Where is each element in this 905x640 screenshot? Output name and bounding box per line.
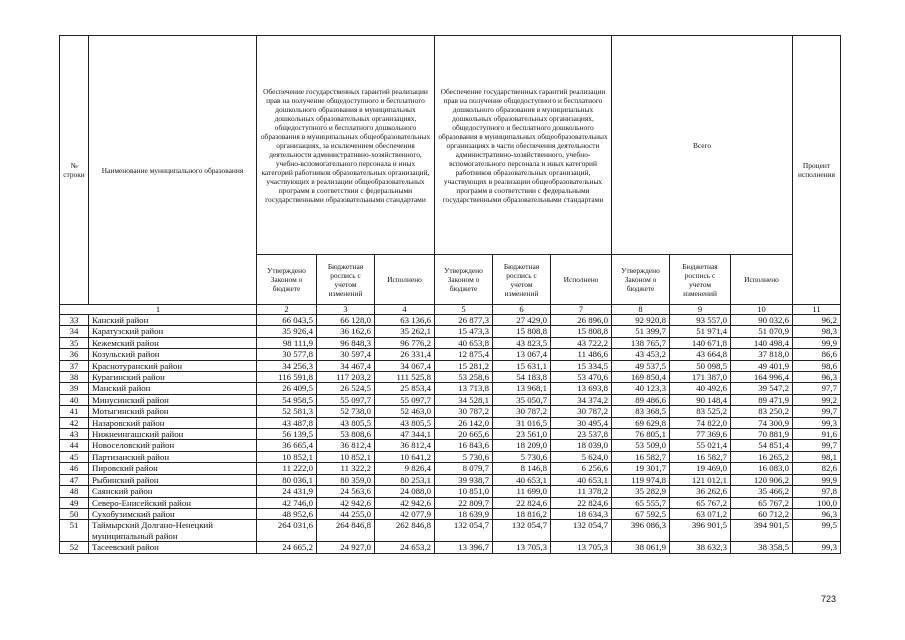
value-cell: 54 958,5 bbox=[257, 394, 317, 405]
table-row bbox=[60, 372, 841, 383]
value-cell: 5 624,0 bbox=[551, 451, 612, 462]
municipality-name: Пировский район bbox=[89, 463, 257, 474]
value-cell: 111 525,8 bbox=[375, 372, 435, 383]
value-cell: 80 359,0 bbox=[317, 474, 375, 485]
value-cell: 63 071,2 bbox=[670, 508, 731, 519]
value-cell: 132 054,7 bbox=[551, 520, 612, 542]
value-cell: 36 812,4 bbox=[375, 440, 435, 451]
row-number: 49 bbox=[60, 497, 89, 508]
row-number: 34 bbox=[60, 326, 89, 337]
value-cell: 36 262,6 bbox=[670, 486, 731, 497]
table-row bbox=[60, 360, 841, 371]
percent-cell: 96,2 bbox=[793, 315, 841, 326]
value-cell: 51 070,9 bbox=[731, 326, 793, 337]
value-cell: 19 469,0 bbox=[670, 463, 731, 474]
value-cell: 65 767,2 bbox=[731, 497, 793, 508]
value-cell: 26 331,4 bbox=[375, 349, 435, 360]
value-cell: 34 528,1 bbox=[435, 394, 493, 405]
value-cell: 11 486,6 bbox=[551, 349, 612, 360]
municipality-name: Новоселовский район bbox=[89, 440, 257, 451]
value-cell: 56 139,5 bbox=[257, 429, 317, 440]
value-cell: 40 123,3 bbox=[612, 383, 670, 394]
row-number: 51 bbox=[60, 520, 89, 542]
percent-cell: 99,7 bbox=[793, 440, 841, 451]
value-cell: 24 665,2 bbox=[257, 542, 317, 553]
row-number: 41 bbox=[60, 406, 89, 417]
percent-cell: 99,3 bbox=[793, 417, 841, 428]
value-cell: 34 256,3 bbox=[257, 360, 317, 371]
row-number: 44 bbox=[60, 440, 89, 451]
value-cell: 262 846,8 bbox=[375, 520, 435, 542]
percent-cell: 99,3 bbox=[793, 542, 841, 553]
value-cell: 132 054,7 bbox=[435, 520, 493, 542]
value-cell: 50 098,5 bbox=[670, 360, 731, 371]
municipality-name: Северо-Енисейский район bbox=[89, 497, 257, 508]
value-cell: 169 850,4 bbox=[612, 372, 670, 383]
column-number-row bbox=[60, 305, 841, 315]
table-row bbox=[60, 440, 841, 451]
table-row bbox=[60, 542, 841, 553]
column-number: 6 bbox=[493, 305, 551, 315]
column-number: 5 bbox=[435, 305, 493, 315]
header-group-support-staff: Обеспечение государственных гарантий реализации прав на получение общедоступного и бесплатного дошкольного образования в муниципальных дошкольных образовательных организациях, общедоступного и бесплатного дошкольного образования в муниципальных общеобразовательных организациях в части обеспечения деятельности административно-хозяйственного, учебно-вспомогательного персонала и иных категорий работников образовательных организаций, участвующих в реализации общеобразовательных программ в соответствии с федеральными государственными образовательными стандартами bbox=[435, 36, 612, 255]
percent-cell: 99,9 bbox=[793, 474, 841, 485]
municipality-name: Тасеевский район bbox=[89, 542, 257, 553]
value-cell: 13 705,3 bbox=[551, 542, 612, 553]
value-cell: 83 525,2 bbox=[670, 406, 731, 417]
header-executed: Исполнено bbox=[551, 255, 612, 305]
value-cell: 35 926,4 bbox=[257, 326, 317, 337]
municipality-name: Минусинский район bbox=[89, 394, 257, 405]
value-cell: 15 808,8 bbox=[551, 326, 612, 337]
percent-cell: 91,6 bbox=[793, 429, 841, 440]
value-cell: 38 632,3 bbox=[670, 542, 731, 553]
row-number: 36 bbox=[60, 349, 89, 360]
row-number: 39 bbox=[60, 383, 89, 394]
value-cell: 55 097,7 bbox=[317, 394, 375, 405]
municipality-name: Таймырский Долгано-Ненецкий муниципальный район bbox=[89, 520, 257, 542]
municipality-name: Краснотуранский район bbox=[89, 360, 257, 371]
header-group-guarantees: Обеспечение государственных гарантий реализации прав на получение общедоступного и бесплатного дошкольного образования в муниципальных дошкольных образовательных организациях, общедоступного и бесплатного дошкольного образования в муниципальных общеобразовательных организациях, за исключением обеспечения деятельности административно-хозяйственного, учебно-вспомогательного персонала и иных категорий работников образовательных организаций, участвующих в реализации общеобразовательных программ в соответствии с федеральными государственными образовательными стандартами bbox=[257, 36, 435, 255]
percent-cell: 100,0 bbox=[793, 497, 841, 508]
value-cell: 43 487,8 bbox=[257, 417, 317, 428]
value-cell: 65 555,7 bbox=[612, 497, 670, 508]
value-cell: 11 322,2 bbox=[317, 463, 375, 474]
value-cell: 24 563,6 bbox=[317, 486, 375, 497]
value-cell: 30 495,4 bbox=[551, 417, 612, 428]
value-cell: 116 591,8 bbox=[257, 372, 317, 383]
value-cell: 24 431,9 bbox=[257, 486, 317, 497]
value-cell: 35 466,2 bbox=[731, 486, 793, 497]
value-cell: 24 088,0 bbox=[375, 486, 435, 497]
value-cell: 11 699,0 bbox=[493, 486, 551, 497]
value-cell: 18 634,3 bbox=[551, 508, 612, 519]
value-cell: 42 942,6 bbox=[317, 497, 375, 508]
table-row bbox=[60, 349, 841, 360]
value-cell: 96 776,2 bbox=[375, 337, 435, 348]
value-cell: 55 021,4 bbox=[670, 440, 731, 451]
column-number: 3 bbox=[317, 305, 375, 315]
value-cell: 15 334,5 bbox=[551, 360, 612, 371]
municipality-name: Канский район bbox=[89, 315, 257, 326]
value-cell: 43 823,5 bbox=[493, 337, 551, 348]
value-cell: 35 050,7 bbox=[493, 394, 551, 405]
value-cell: 43 722,2 bbox=[551, 337, 612, 348]
municipality-name: Кежемский район bbox=[89, 337, 257, 348]
value-cell: 83 250,2 bbox=[731, 406, 793, 417]
header-approved: Утверждено Законом о бюджете bbox=[257, 255, 317, 305]
column-number: 2 bbox=[257, 305, 317, 315]
value-cell: 120 906,2 bbox=[731, 474, 793, 485]
value-cell: 52 738,0 bbox=[317, 406, 375, 417]
value-cell: 54 183,8 bbox=[493, 372, 551, 383]
value-cell: 27 429,0 bbox=[493, 315, 551, 326]
municipality-name: Курагинский район bbox=[89, 372, 257, 383]
header-approved: Утверждено Законом о бюджете bbox=[612, 255, 670, 305]
header-budget: Бюджетная роспись с учетом изменений bbox=[670, 255, 731, 305]
value-cell: 65 767,2 bbox=[670, 497, 731, 508]
value-cell: 89 471,9 bbox=[731, 394, 793, 405]
value-cell: 77 369,6 bbox=[670, 429, 731, 440]
value-cell: 9 826,4 bbox=[375, 463, 435, 474]
value-cell: 8 146,8 bbox=[493, 463, 551, 474]
value-cell: 43 805,5 bbox=[375, 417, 435, 428]
percent-cell: 99,5 bbox=[793, 520, 841, 542]
value-cell: 69 629,8 bbox=[612, 417, 670, 428]
value-cell: 63 136,6 bbox=[375, 315, 435, 326]
municipality-name: Саянский район bbox=[89, 486, 257, 497]
value-cell: 26 877,3 bbox=[435, 315, 493, 326]
value-cell: 35 282,9 bbox=[612, 486, 670, 497]
value-cell: 31 016,5 bbox=[493, 417, 551, 428]
value-cell: 132 054,7 bbox=[493, 520, 551, 542]
value-cell: 23 537,8 bbox=[551, 429, 612, 440]
header-executed: Исполнено bbox=[731, 255, 793, 305]
table-row bbox=[60, 406, 841, 417]
value-cell: 264 031,6 bbox=[257, 520, 317, 542]
value-cell: 80 036,1 bbox=[257, 474, 317, 485]
value-cell: 23 561,0 bbox=[493, 429, 551, 440]
value-cell: 51 399,7 bbox=[612, 326, 670, 337]
row-number: 40 bbox=[60, 394, 89, 405]
value-cell: 22 824,6 bbox=[493, 497, 551, 508]
value-cell: 39 547,2 bbox=[731, 383, 793, 394]
value-cell: 18 039,0 bbox=[551, 440, 612, 451]
value-cell: 35 262,1 bbox=[375, 326, 435, 337]
value-cell: 30 787,2 bbox=[435, 406, 493, 417]
value-cell: 20 665,6 bbox=[435, 429, 493, 440]
value-cell: 16 265,2 bbox=[731, 451, 793, 462]
value-cell: 42 077,9 bbox=[375, 508, 435, 519]
value-cell: 90 148,4 bbox=[670, 394, 731, 405]
table-row bbox=[60, 326, 841, 337]
municipality-name: Козульский район bbox=[89, 349, 257, 360]
value-cell: 8 079,7 bbox=[435, 463, 493, 474]
value-cell: 10 641,2 bbox=[375, 451, 435, 462]
row-number: 50 bbox=[60, 508, 89, 519]
column-number: 1 bbox=[60, 305, 257, 315]
budget-execution-table bbox=[59, 35, 841, 554]
value-cell: 43 453,2 bbox=[612, 349, 670, 360]
percent-cell: 99,7 bbox=[793, 406, 841, 417]
value-cell: 89 486,6 bbox=[612, 394, 670, 405]
value-cell: 22 809,7 bbox=[435, 497, 493, 508]
value-cell: 30 597,4 bbox=[317, 349, 375, 360]
value-cell: 30 577,8 bbox=[257, 349, 317, 360]
table-row bbox=[60, 417, 841, 428]
row-number: 35 bbox=[60, 337, 89, 348]
value-cell: 36 812,4 bbox=[317, 440, 375, 451]
value-cell: 16 083,0 bbox=[731, 463, 793, 474]
value-cell: 119 974,8 bbox=[612, 474, 670, 485]
table-row bbox=[60, 394, 841, 405]
row-number: 38 bbox=[60, 372, 89, 383]
value-cell: 11 378,2 bbox=[551, 486, 612, 497]
value-cell: 60 712,2 bbox=[731, 508, 793, 519]
percent-cell: 99,9 bbox=[793, 337, 841, 348]
column-number: 10 bbox=[731, 305, 793, 315]
value-cell: 12 875,4 bbox=[435, 349, 493, 360]
value-cell: 93 557,0 bbox=[670, 315, 731, 326]
municipality-name: Мотыгинский район bbox=[89, 406, 257, 417]
value-cell: 96 848,3 bbox=[317, 337, 375, 348]
value-cell: 10 852,1 bbox=[257, 451, 317, 462]
column-number: 7 bbox=[551, 305, 612, 315]
municipality-name: Манский район bbox=[89, 383, 257, 394]
value-cell: 13 968,1 bbox=[493, 383, 551, 394]
value-cell: 38 358,5 bbox=[731, 542, 793, 553]
value-cell: 54 851,4 bbox=[731, 440, 793, 451]
value-cell: 53 258,6 bbox=[435, 372, 493, 383]
value-cell: 40 653,1 bbox=[551, 474, 612, 485]
value-cell: 43 805,5 bbox=[317, 417, 375, 428]
value-cell: 98 111,9 bbox=[257, 337, 317, 348]
value-cell: 6 256,6 bbox=[551, 463, 612, 474]
value-cell: 121 012,1 bbox=[670, 474, 731, 485]
header-group-total: Всего bbox=[612, 36, 793, 255]
page-number: 723 bbox=[821, 594, 837, 604]
value-cell: 47 344,1 bbox=[375, 429, 435, 440]
value-cell: 396 086,3 bbox=[612, 520, 670, 542]
value-cell: 138 765,7 bbox=[612, 337, 670, 348]
value-cell: 53 509,0 bbox=[612, 440, 670, 451]
table-row bbox=[60, 451, 841, 462]
value-cell: 49 537,5 bbox=[612, 360, 670, 371]
value-cell: 19 301,7 bbox=[612, 463, 670, 474]
value-cell: 26 524,5 bbox=[317, 383, 375, 394]
column-number: 8 bbox=[612, 305, 670, 315]
value-cell: 117 203,2 bbox=[317, 372, 375, 383]
value-cell: 24 927,0 bbox=[317, 542, 375, 553]
value-cell: 15 631,1 bbox=[493, 360, 551, 371]
percent-cell: 96,3 bbox=[793, 372, 841, 383]
percent-cell: 98,1 bbox=[793, 451, 841, 462]
value-cell: 44 255,0 bbox=[317, 508, 375, 519]
value-cell: 5 730,6 bbox=[435, 451, 493, 462]
value-cell: 40 653,8 bbox=[435, 337, 493, 348]
value-cell: 11 222,0 bbox=[257, 463, 317, 474]
value-cell: 10 851,0 bbox=[435, 486, 493, 497]
value-cell: 40 653,1 bbox=[493, 474, 551, 485]
municipality-name: Нижнеингашский район bbox=[89, 429, 257, 440]
header-budget: Бюджетная роспись с учетом изменений bbox=[493, 255, 551, 305]
value-cell: 140 498,4 bbox=[731, 337, 793, 348]
value-cell: 66 128,0 bbox=[317, 315, 375, 326]
value-cell: 13 693,8 bbox=[551, 383, 612, 394]
municipality-name: Каратузский район bbox=[89, 326, 257, 337]
value-cell: 90 032,6 bbox=[731, 315, 793, 326]
value-cell: 83 368,5 bbox=[612, 406, 670, 417]
value-cell: 15 473,3 bbox=[435, 326, 493, 337]
value-cell: 42 942,6 bbox=[375, 497, 435, 508]
value-cell: 30 787,2 bbox=[493, 406, 551, 417]
header-percent: Процент исполнения bbox=[793, 36, 841, 305]
header-row-number: № строки bbox=[60, 36, 89, 305]
header-executed: Исполнено bbox=[375, 255, 435, 305]
value-cell: 37 818,0 bbox=[731, 349, 793, 360]
value-cell: 15 808,8 bbox=[493, 326, 551, 337]
value-cell: 18 639,9 bbox=[435, 508, 493, 519]
value-cell: 55 097,7 bbox=[375, 394, 435, 405]
value-cell: 34 374,2 bbox=[551, 394, 612, 405]
value-cell: 26 896,0 bbox=[551, 315, 612, 326]
value-cell: 5 730,6 bbox=[493, 451, 551, 462]
value-cell: 171 387,0 bbox=[670, 372, 731, 383]
value-cell: 16 843,6 bbox=[435, 440, 493, 451]
value-cell: 13 067,4 bbox=[493, 349, 551, 360]
value-cell: 15 281,2 bbox=[435, 360, 493, 371]
value-cell: 66 043,5 bbox=[257, 315, 317, 326]
value-cell: 264 846,8 bbox=[317, 520, 375, 542]
value-cell: 52 463,0 bbox=[375, 406, 435, 417]
value-cell: 80 253,1 bbox=[375, 474, 435, 485]
header-municipality: Наименование муниципального образования bbox=[89, 36, 257, 305]
value-cell: 25 853,4 bbox=[375, 383, 435, 394]
value-cell: 26 409,5 bbox=[257, 383, 317, 394]
value-cell: 10 852,1 bbox=[317, 451, 375, 462]
value-cell: 49 401,9 bbox=[731, 360, 793, 371]
value-cell: 76 805,1 bbox=[612, 429, 670, 440]
value-cell: 164 996,4 bbox=[731, 372, 793, 383]
value-cell: 24 653,2 bbox=[375, 542, 435, 553]
value-cell: 70 881,9 bbox=[731, 429, 793, 440]
row-number: 48 bbox=[60, 486, 89, 497]
column-number: 9 bbox=[670, 305, 731, 315]
municipality-name: Рыбинский район bbox=[89, 474, 257, 485]
value-cell: 140 671,8 bbox=[670, 337, 731, 348]
column-number: 11 bbox=[793, 305, 841, 315]
table-row bbox=[60, 463, 841, 474]
value-cell: 36 162,6 bbox=[317, 326, 375, 337]
municipality-name: Сухобузимский район bbox=[89, 508, 257, 519]
table-row bbox=[60, 315, 841, 326]
row-number: 46 bbox=[60, 463, 89, 474]
value-cell: 396 901,5 bbox=[670, 520, 731, 542]
percent-cell: 82,6 bbox=[793, 463, 841, 474]
percent-cell: 98,3 bbox=[793, 326, 841, 337]
table-row bbox=[60, 497, 841, 508]
value-cell: 30 787,2 bbox=[551, 406, 612, 417]
table-row bbox=[60, 474, 841, 485]
table-row bbox=[60, 337, 841, 348]
table-row bbox=[60, 486, 841, 497]
value-cell: 38 061,9 bbox=[612, 542, 670, 553]
percent-cell: 99,2 bbox=[793, 394, 841, 405]
value-cell: 53 808,6 bbox=[317, 429, 375, 440]
header-approved: Утверждено Законом о бюджете bbox=[435, 255, 493, 305]
header-budget: Бюджетная роспись с учетом изменений bbox=[317, 255, 375, 305]
value-cell: 48 952,6 bbox=[257, 508, 317, 519]
row-number: 52 bbox=[60, 542, 89, 553]
percent-cell: 97,8 bbox=[793, 486, 841, 497]
value-cell: 43 664,8 bbox=[670, 349, 731, 360]
table-row bbox=[60, 429, 841, 440]
value-cell: 22 824,6 bbox=[551, 497, 612, 508]
value-cell: 394 901,5 bbox=[731, 520, 793, 542]
value-cell: 67 592,5 bbox=[612, 508, 670, 519]
value-cell: 18 816,2 bbox=[493, 508, 551, 519]
column-number: 4 bbox=[375, 305, 435, 315]
value-cell: 74 822,0 bbox=[670, 417, 731, 428]
table-row bbox=[60, 508, 841, 519]
value-cell: 40 492,6 bbox=[670, 383, 731, 394]
row-number: 33 bbox=[60, 315, 89, 326]
table-row bbox=[60, 520, 841, 542]
value-cell: 34 467,4 bbox=[317, 360, 375, 371]
percent-cell: 86,6 bbox=[793, 349, 841, 360]
value-cell: 92 920,8 bbox=[612, 315, 670, 326]
value-cell: 53 470,6 bbox=[551, 372, 612, 383]
value-cell: 42 746,0 bbox=[257, 497, 317, 508]
percent-cell: 97,7 bbox=[793, 383, 841, 394]
value-cell: 13 396,7 bbox=[435, 542, 493, 553]
row-number: 42 bbox=[60, 417, 89, 428]
value-cell: 13 713,8 bbox=[435, 383, 493, 394]
row-number: 43 bbox=[60, 429, 89, 440]
row-number: 37 bbox=[60, 360, 89, 371]
value-cell: 16 582,7 bbox=[670, 451, 731, 462]
value-cell: 39 938,7 bbox=[435, 474, 493, 485]
value-cell: 74 300,9 bbox=[731, 417, 793, 428]
municipality-name: Назаровский район bbox=[89, 417, 257, 428]
municipality-name: Партизанский район bbox=[89, 451, 257, 462]
value-cell: 51 971,4 bbox=[670, 326, 731, 337]
value-cell: 34 067,4 bbox=[375, 360, 435, 371]
value-cell: 26 142,0 bbox=[435, 417, 493, 428]
row-number: 47 bbox=[60, 474, 89, 485]
percent-cell: 96,3 bbox=[793, 508, 841, 519]
value-cell: 18 209,0 bbox=[493, 440, 551, 451]
percent-cell: 98,6 bbox=[793, 360, 841, 371]
table-row bbox=[60, 383, 841, 394]
value-cell: 16 582,7 bbox=[612, 451, 670, 462]
value-cell: 13 705,3 bbox=[493, 542, 551, 553]
value-cell: 36 665,4 bbox=[257, 440, 317, 451]
value-cell: 52 581,3 bbox=[257, 406, 317, 417]
row-number: 45 bbox=[60, 451, 89, 462]
